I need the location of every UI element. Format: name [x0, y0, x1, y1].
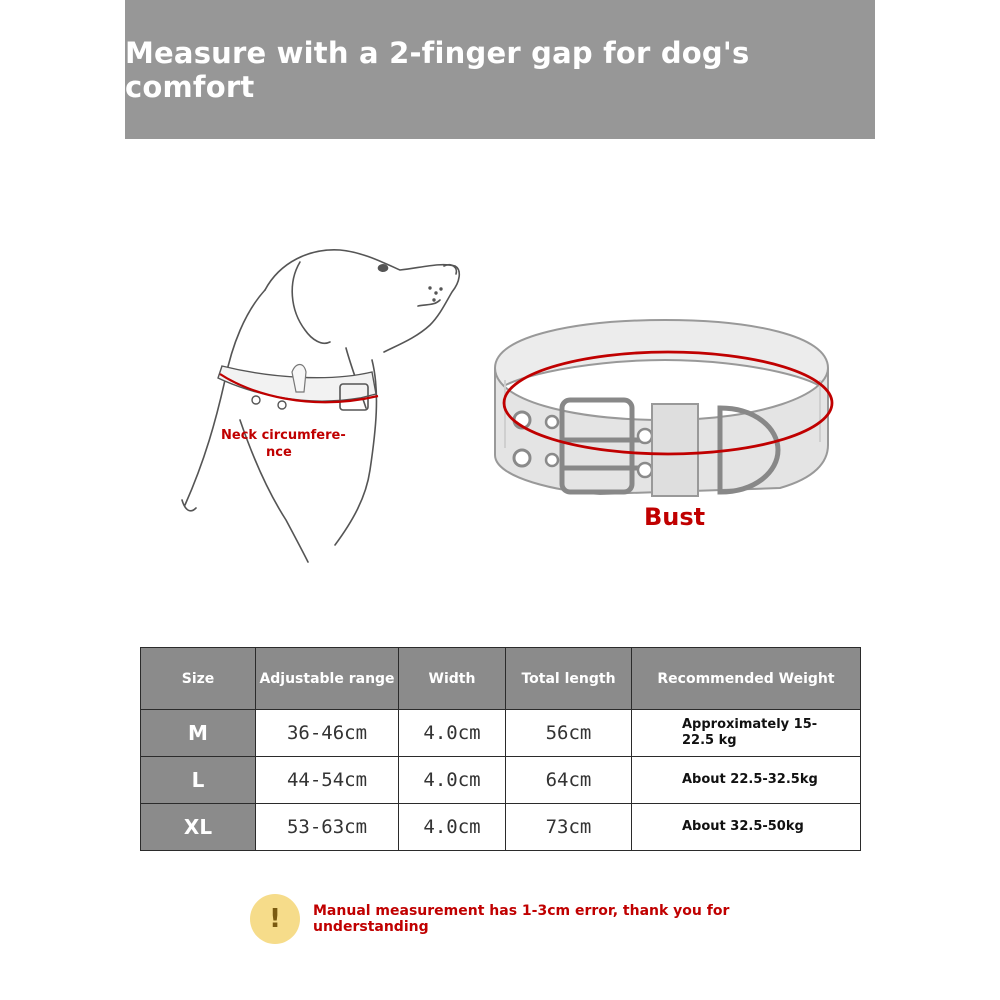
collar-product	[495, 320, 832, 496]
width-cell: 4.0cm	[399, 757, 506, 804]
measurement-notice	[250, 893, 810, 945]
page-title: Measure with a 2-finger gap for dog's comfort	[125, 35, 750, 104]
notice-text: Manual measurement has 1-3cm error, thank you for understanding	[313, 903, 730, 935]
table-row	[141, 710, 861, 757]
neck-circumference-label-line1: Neck circumfere-	[221, 428, 346, 443]
size-cell: XL	[141, 804, 256, 851]
neck-circumference-label-line2: nce	[266, 445, 292, 460]
size-cell: L	[141, 757, 256, 804]
table-row	[141, 757, 861, 804]
range-cell: 36-46cm	[256, 710, 399, 757]
weight-cell: About 32.5-50kg	[632, 804, 861, 851]
header-adjustable-range: Adjustable range	[256, 648, 399, 710]
length-cell: 56cm	[506, 710, 632, 757]
weight-cell: Approximately 15-22.5 kg	[632, 710, 861, 757]
header-size: Size	[141, 648, 256, 710]
table-row	[141, 804, 861, 851]
table-header-row	[141, 648, 861, 710]
width-cell: 4.0cm	[399, 804, 506, 851]
length-cell: 64cm	[506, 757, 632, 804]
size-cell: M	[141, 710, 256, 757]
header-width: Width	[399, 648, 506, 710]
size-chart-table	[140, 647, 861, 851]
exclamation-icon: !	[250, 894, 300, 944]
header-recommended-weight: Recommended Weight	[632, 648, 861, 710]
bust-label: Bust	[644, 503, 706, 531]
header-total-length: Total length	[506, 648, 632, 710]
range-cell: 53-63cm	[256, 804, 399, 851]
width-cell: 4.0cm	[399, 710, 506, 757]
dog-sketch	[182, 250, 459, 562]
range-cell: 44-54cm	[256, 757, 399, 804]
weight-cell: About 22.5-32.5kg	[632, 757, 861, 804]
length-cell: 73cm	[506, 804, 632, 851]
